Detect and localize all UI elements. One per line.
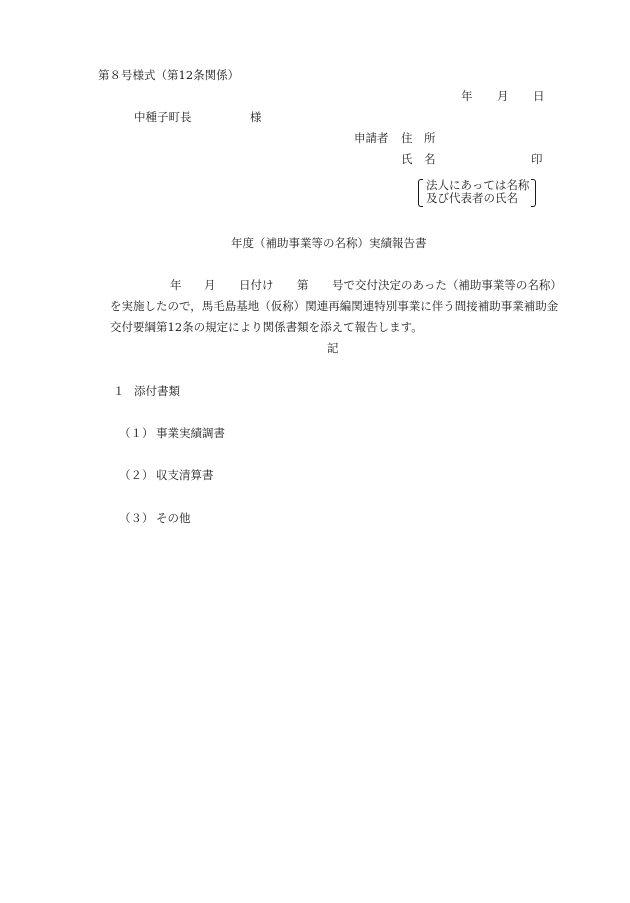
document-title: 年度（補助事業等の名称）実績報告書 [231,236,427,250]
attachment-item-number: （２） [119,468,154,482]
attachment-item-label: 収支清算書 [156,468,214,482]
addressee-name: 中種子町長 [134,110,192,124]
attachments-heading-number: １ [113,384,125,398]
body-line-1 [0,278,630,292]
corporate-note [418,178,536,206]
date-day-label: 日 [533,89,545,103]
corporate-note-line1: 法人にあっては名称 [426,178,530,192]
body-month-label: 月 [204,278,216,292]
attachment-item-label: 事業実績調書 [156,426,225,440]
attachment-item [0,426,630,440]
date-year-label: 年 [461,89,473,103]
name-label: 氏 名 [401,152,436,166]
body-dated-label: 日付け [239,278,274,292]
form-label: 第８号様式（第12条関係） [98,68,240,82]
body-dai-label: 第 [297,278,309,292]
addressee-honorific: 様 [250,110,262,124]
date-month-label: 月 [497,89,509,103]
corporate-note-line2: 及び代表者の氏名 [426,191,518,205]
body-year-label: 年 [170,278,182,292]
ki-mark: 記 [327,341,339,355]
applicant-name-line [0,152,630,166]
addressee-line [0,110,630,124]
attachments-heading [0,384,630,398]
body-line1-rest: 号で交付決定のあった（補助事業等の名称） [332,278,562,292]
left-bracket [418,179,423,207]
address-label: 住 所 [401,131,436,145]
attachments-heading-label: 添付書類 [134,384,180,398]
body-line-2: を実施したので，馬毛島基地（仮称）関連再編関連特別事業に伴う間接補助事業補助金 [110,299,559,313]
right-bracket [531,179,536,207]
body-line-3: 交付要綱第12条の規定により関係書類を添えて報告します。 [110,320,423,334]
date-line [0,89,630,103]
attachment-item-label: その他 [156,511,191,525]
attachment-item [0,511,630,525]
attachment-item-number: （３） [119,511,154,525]
applicant-address-line [0,131,630,145]
applicant-label: 申請者 [354,131,389,145]
seal-mark: 印 [531,152,543,166]
attachment-item-number: （１） [119,426,154,440]
attachment-item [0,468,630,482]
